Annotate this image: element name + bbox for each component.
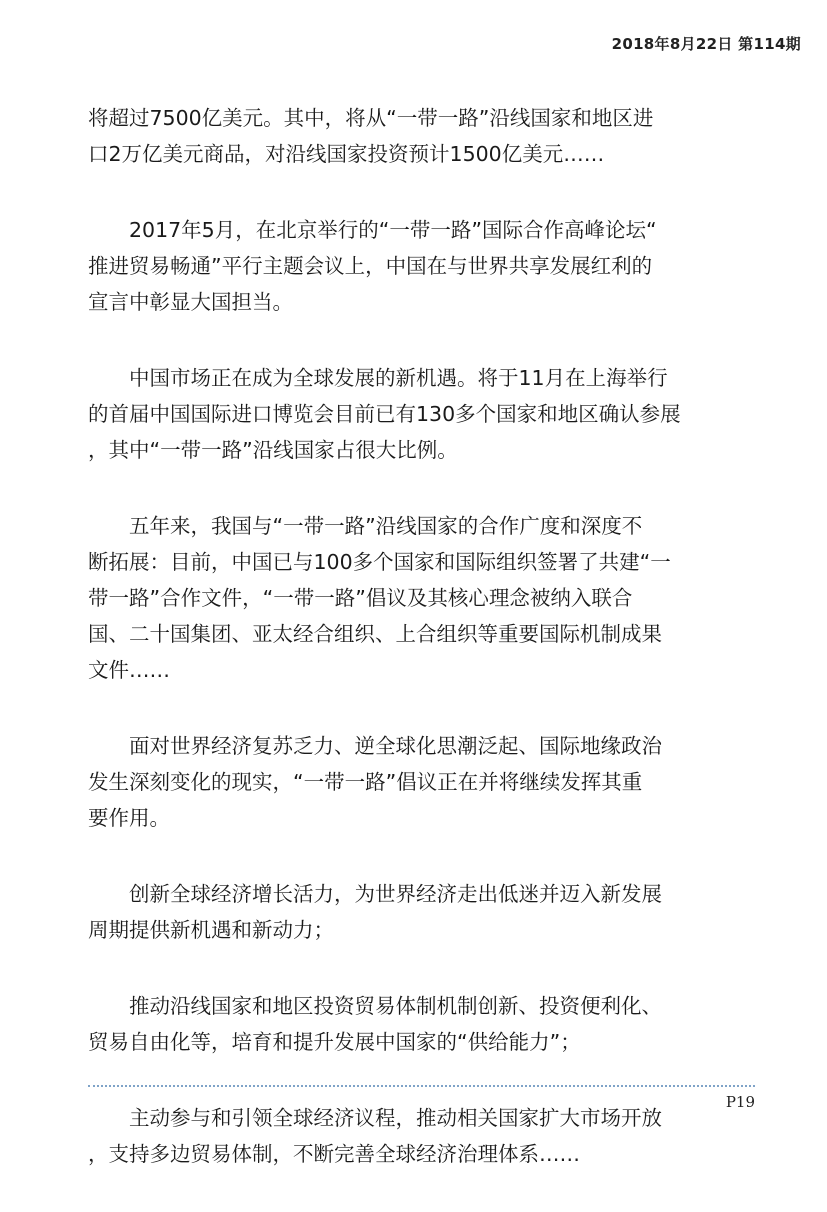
text-line: 中国市场正在成为全球发展的新机遇。将于11月在上海举行 xyxy=(129,366,668,390)
text-line: 发生深刻变化的现实，“一带一路”倡议正在并将继续发挥其重 xyxy=(88,770,643,794)
paragraph-2 xyxy=(88,212,738,320)
text-line: 带一路”合作文件，“一带一路”倡议及其核心理念被纳入联合 xyxy=(88,586,633,610)
text-line: 2017年5月，在北京举行的“一带一路”国际合作高峰论坛“ xyxy=(129,218,657,242)
text-line: 国、二十国集团、亚太经合组织、上合组织等重要国际机制成果 xyxy=(88,622,662,646)
text-line: 的首届中国国际进口博览会目前已有130多个国家和地区确认参展 xyxy=(88,402,681,426)
paragraph-3 xyxy=(88,360,738,468)
text-line: 推进贸易畅通”平行主题会议上，中国在与世界共享发展红利的 xyxy=(88,254,653,278)
text-line: ，其中“一带一路”沿线国家占很大比例。 xyxy=(88,438,458,462)
paragraph-8 xyxy=(88,1100,738,1172)
text-line: 要作用。 xyxy=(88,806,170,830)
text-line: 文件…… xyxy=(88,658,170,682)
footer-divider xyxy=(88,1085,755,1087)
text-line: 口2万亿美元商品，对沿线国家投资预计1500亿美元…… xyxy=(88,142,605,166)
page-number: P19 xyxy=(725,1093,755,1111)
text-line: 断拓展：目前，中国已与100多个国家和国际组织签署了共建“一 xyxy=(88,550,671,574)
text-line: 主动参与和引领全球经济议程，推动相关国家扩大市场开放 xyxy=(129,1106,662,1130)
text-line: 宣言中彰显大国担当。 xyxy=(88,290,293,314)
paragraph-4 xyxy=(88,508,738,688)
paragraph-1 xyxy=(88,100,738,172)
article-body xyxy=(88,100,738,1212)
text-line: 推动沿线国家和地区投资贸易体制机制创新、投资便利化、 xyxy=(129,994,662,1018)
text-line: 面对世界经济复苏乏力、逆全球化思潮泛起、国际地缘政治 xyxy=(129,734,662,758)
text-line: 将超过7500亿美元。其中，将从“一带一路”沿线国家和地区进 xyxy=(88,106,654,130)
text-line: ，支持多边贸易体制，不断完善全球经济治理体系…… xyxy=(88,1142,580,1166)
paragraph-5 xyxy=(88,728,738,836)
text-line: 周期提供新机遇和新动力； xyxy=(88,918,334,942)
text-line: 创新全球经济增长活力，为世界经济走出低迷并迈入新发展 xyxy=(129,882,662,906)
text-line: 五年来，我国与“一带一路”沿线国家的合作广度和深度不 xyxy=(129,514,643,538)
text-line: 贸易自由化等，培育和提升发展中国家的“供给能力”； xyxy=(88,1030,581,1054)
issue-date-header: 2018年8月22日 第114期 xyxy=(611,35,801,53)
paragraph-6 xyxy=(88,876,738,948)
paragraph-7 xyxy=(88,988,738,1060)
